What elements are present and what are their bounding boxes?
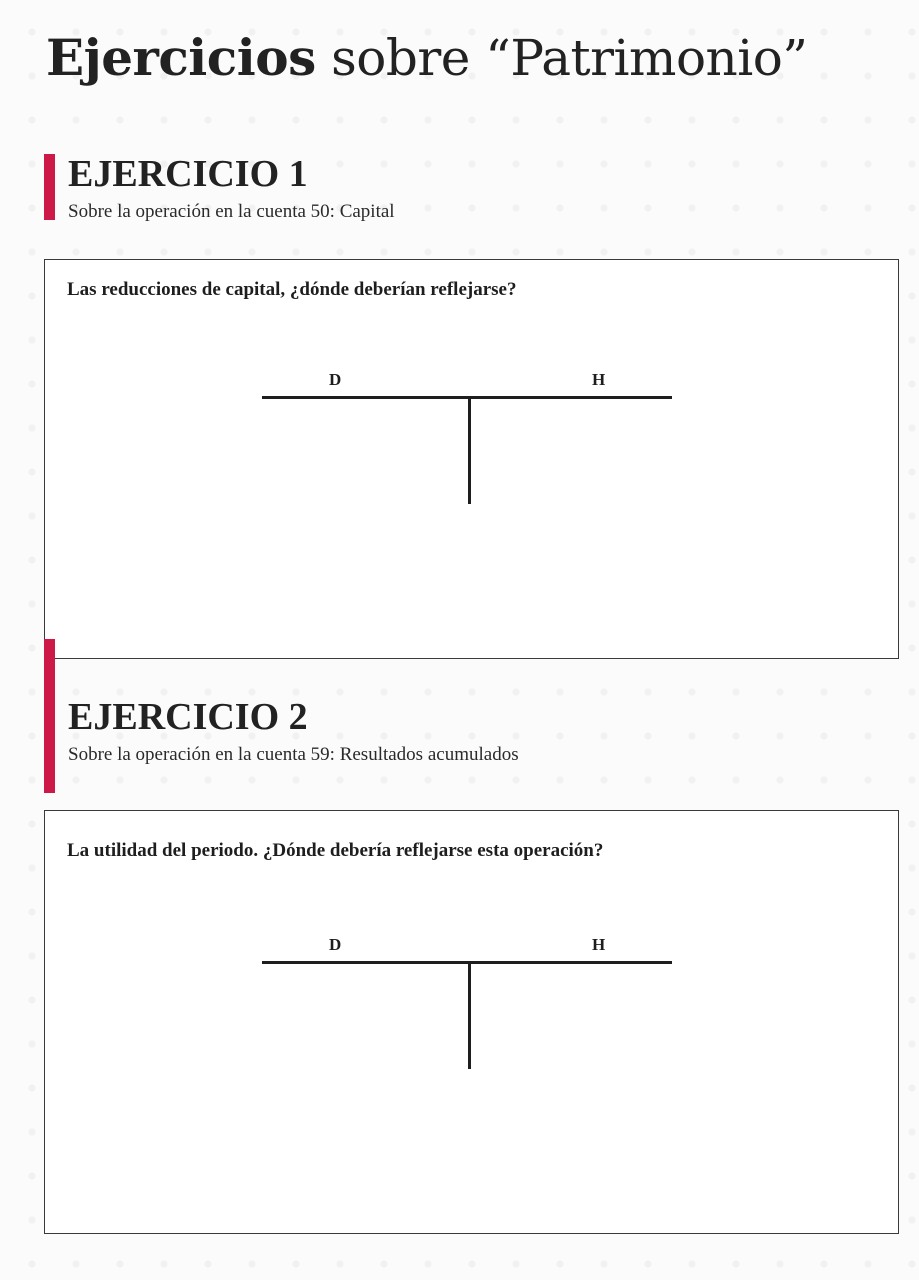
debit-label: D (329, 935, 342, 954)
exercise-2-t-account[interactable] (262, 935, 672, 1070)
exercise-2-question: La utilidad del periodo. ¿Dónde debería reflejarse esta operación? (67, 840, 604, 861)
exercise-1-header (44, 154, 644, 220)
exercise-1-question: Las reducciones de capital, ¿dónde deberían reflejarse? (67, 279, 517, 300)
exercise-2-header (44, 639, 644, 793)
credit-label: H (592, 370, 606, 389)
exercise-1-accent-bar (44, 154, 55, 220)
exercise-1-subtitle: Sobre la operación en la cuenta 50: Capital (68, 201, 395, 222)
t-account-horizontal-line (262, 961, 672, 964)
exercise-2-subtitle: Sobre la operación en la cuenta 59: Resultados acumulados (68, 744, 519, 765)
exercise-2-accent-bar (44, 639, 55, 793)
credit-label: H (592, 935, 606, 954)
exercise-2-card (44, 810, 899, 1234)
page-title-bold: Ejercicios (46, 28, 316, 87)
page-title-rest: sobre “Patrimonio” (315, 29, 808, 87)
t-account-vertical-line (468, 396, 471, 504)
exercise-1-card (44, 259, 899, 659)
exercise-1-heading: EJERCICIO 1 (68, 153, 308, 195)
page-title (46, 26, 807, 90)
t-account-vertical-line (468, 961, 471, 1069)
exercise-2-heading: EJERCICIO 2 (68, 696, 308, 738)
exercise-1-t-account[interactable] (262, 370, 672, 505)
debit-label: D (329, 370, 342, 389)
t-account-horizontal-line (262, 396, 672, 399)
